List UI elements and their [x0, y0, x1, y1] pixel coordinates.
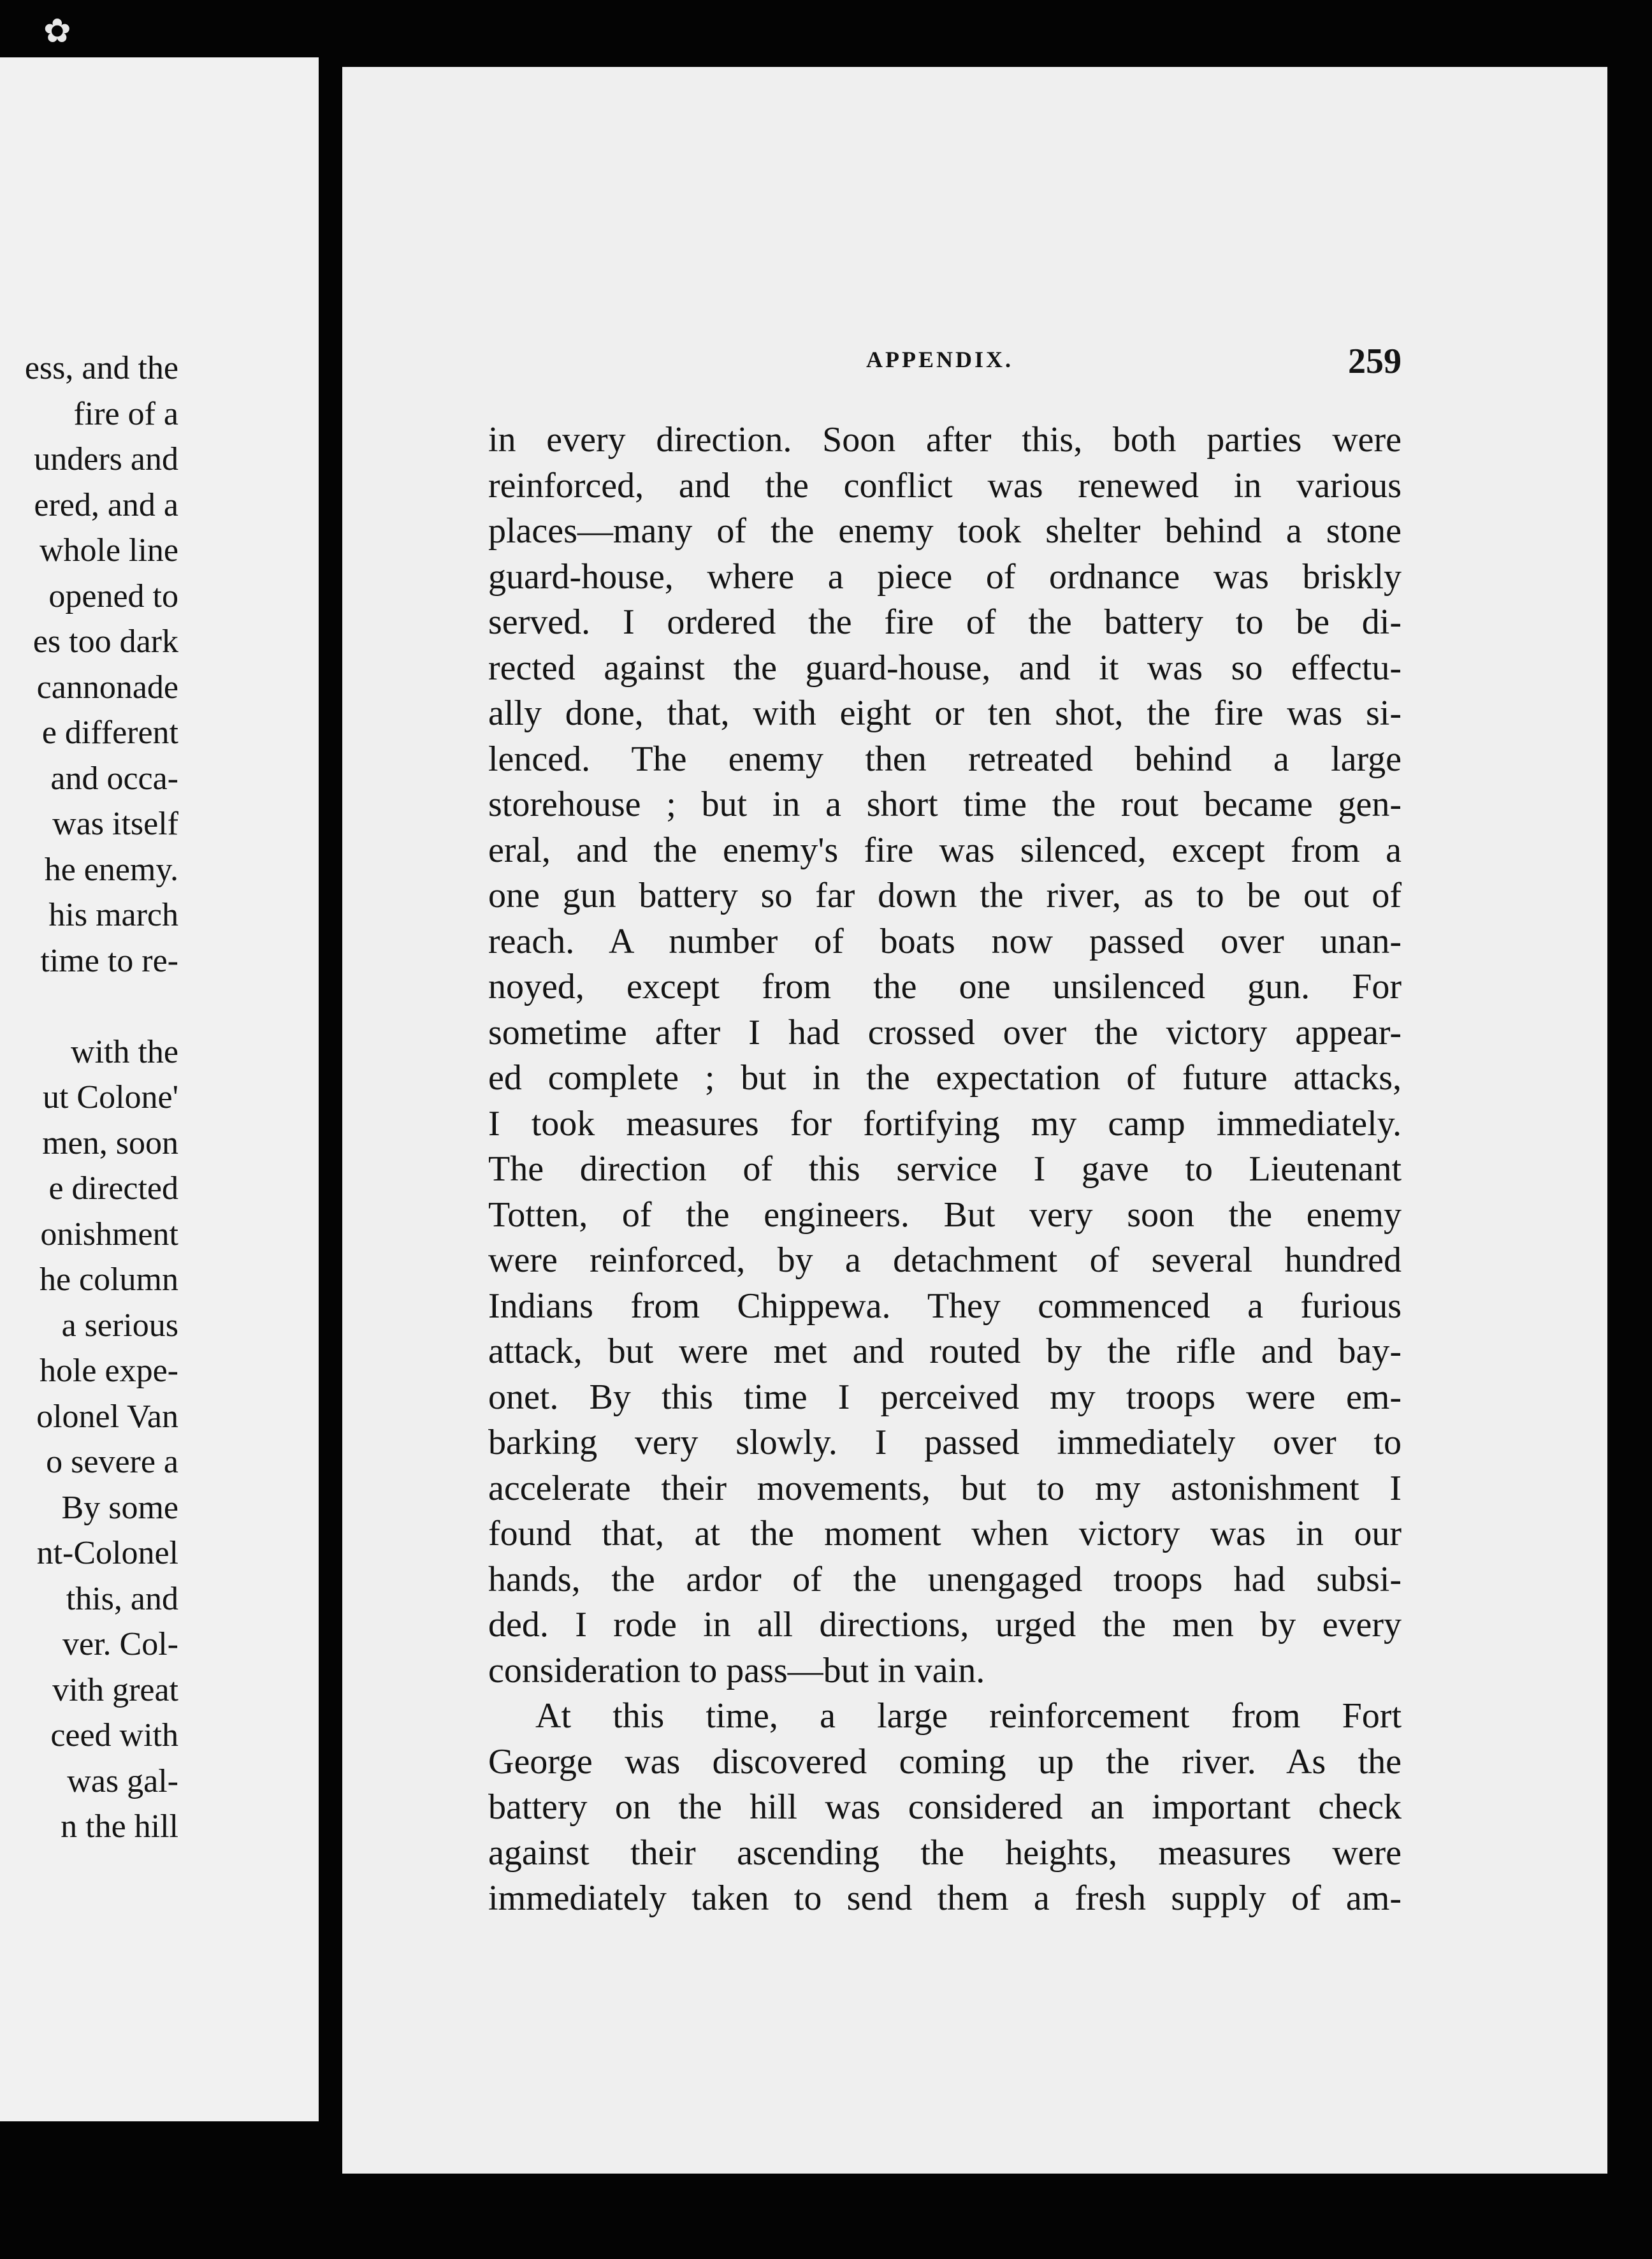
text-line: accelerate their movements, but to my astonishment I	[488, 1468, 1402, 1508]
left-text-line: e directed	[48, 1170, 178, 1207]
left-text-line: he enemy.	[44, 851, 178, 888]
left-text-line: onishment	[40, 1216, 178, 1253]
text-line: reach. A number of boats now passed over unan-	[488, 921, 1402, 961]
text-line: sometime after I had crossed over the victory appear-	[488, 1012, 1402, 1052]
text-line: served. I ordered the fire of the battery to be di-	[488, 602, 1402, 642]
text-line: places—many of the enemy took shelter behind a stone	[488, 511, 1402, 551]
left-text-line: opened to	[48, 577, 178, 614]
left-text-line: es too dark	[33, 623, 178, 660]
text-line: lenced. The enemy then retreated behind a large	[488, 739, 1402, 779]
text-line: were reinforced, by a detachment of several hundred	[488, 1240, 1402, 1280]
text-line: consideration to pass—but in vain.	[488, 1650, 985, 1690]
text-line: Indians from Chippewa. They commenced a furious	[488, 1286, 1402, 1326]
text-line: onet. By this time I perceived my troops were em-	[488, 1377, 1402, 1417]
text-line: At this time, a large reinforcement from Fort	[535, 1696, 1402, 1736]
left-text-line: whole line	[39, 532, 178, 569]
left-text-line: he column	[39, 1261, 178, 1298]
text-line: ded. I rode in all directions, urged the men by every	[488, 1605, 1402, 1645]
text-line: battery on the hill was considered an important check	[488, 1787, 1402, 1827]
left-text-line: this, and	[66, 1580, 178, 1617]
left-text-line: ver. Col-	[62, 1626, 178, 1662]
text-line: one gun battery so far down the river, as to be out of	[488, 876, 1402, 915]
left-text-line: with the	[71, 1033, 178, 1070]
left-text-line: hole expe-	[39, 1353, 178, 1389]
text-line: reinforced, and the conflict was renewed in various	[488, 465, 1402, 505]
body-text	[488, 418, 1402, 1922]
text-line: ed complete ; but in the expectation of future attacks,	[488, 1058, 1402, 1098]
text-line: noyed, except from the one unsilenced gun. For	[488, 967, 1402, 1006]
left-text-line: By some	[61, 1489, 178, 1526]
text-line: guard-house, where a piece of ordnance was briskly	[488, 556, 1402, 597]
text-line: George was discovered coming up the river. As the	[488, 1741, 1402, 1782]
left-text-line: cannonade	[36, 669, 178, 706]
text-line: against their ascending the heights, measures were	[488, 1833, 1402, 1873]
left-text-line: was itself	[52, 806, 178, 842]
left-text-line: ut Colone'	[42, 1079, 178, 1115]
left-text-line: and occa-	[50, 760, 178, 797]
page-header	[342, 341, 1402, 386]
text-line: storehouse ; but in a short time the rout became gen-	[488, 785, 1402, 824]
left-text-line: o severe a	[46, 1444, 178, 1480]
left-text-line: men, soon	[42, 1124, 178, 1161]
left-text-line: was gal-	[67, 1762, 178, 1799]
left-text-line: olonel Van	[36, 1398, 178, 1435]
text-line: eral, and the enemy's fire was silenced, except from a	[488, 830, 1402, 870]
left-text-line: n the hill	[61, 1808, 178, 1845]
left-text-line: a serious	[61, 1307, 178, 1344]
left-text-line: ess, and the	[24, 350, 178, 386]
right-page	[342, 67, 1607, 2174]
left-page-text	[0, 345, 178, 1850]
text-line: in every direction. Soon after this, both parties were	[488, 420, 1402, 460]
left-text-line: time to re-	[40, 942, 178, 979]
text-line: hands, the ardor of the unengaged troops had subsi-	[488, 1559, 1402, 1599]
ornament-icon: ✿	[43, 13, 71, 50]
text-line: rected against the guard-house, and it was so effectu-	[488, 648, 1402, 688]
running-head: APPENDIX.	[866, 347, 1013, 372]
text-line: ally done, that, with eight or ten shot, the fire was si-	[488, 694, 1402, 733]
left-text-line: ceed with	[50, 1717, 178, 1754]
left-text-line: nt-Colonel	[36, 1535, 178, 1571]
text-line: I took measures for fortifying my camp immediately.	[488, 1103, 1402, 1144]
text-line: found that, at the moment when victory was in our	[488, 1514, 1402, 1553]
left-text-line: his march	[48, 897, 178, 933]
left-text-line: ered, and a	[34, 486, 178, 523]
text-line: attack, but were met and routed by the rifle and bay-	[488, 1332, 1402, 1371]
text-line: Totten, of the engineers. But very soon the enemy	[488, 1195, 1402, 1235]
left-text-line: e different	[41, 715, 178, 751]
page-number: 259	[1348, 342, 1402, 381]
left-text-line: fire of a	[73, 395, 178, 432]
left-text-line: unders and	[34, 441, 178, 477]
text-line: immediately taken to send them a fresh supply of am-	[488, 1878, 1402, 1918]
left-text-line: vith great	[52, 1671, 178, 1708]
left-text-line	[0, 984, 178, 1029]
text-line: barking very slowly. I passed immediately over to	[488, 1423, 1402, 1462]
left-page	[0, 57, 319, 2121]
text-line: The direction of this service I gave to Lieutenant	[488, 1149, 1402, 1189]
